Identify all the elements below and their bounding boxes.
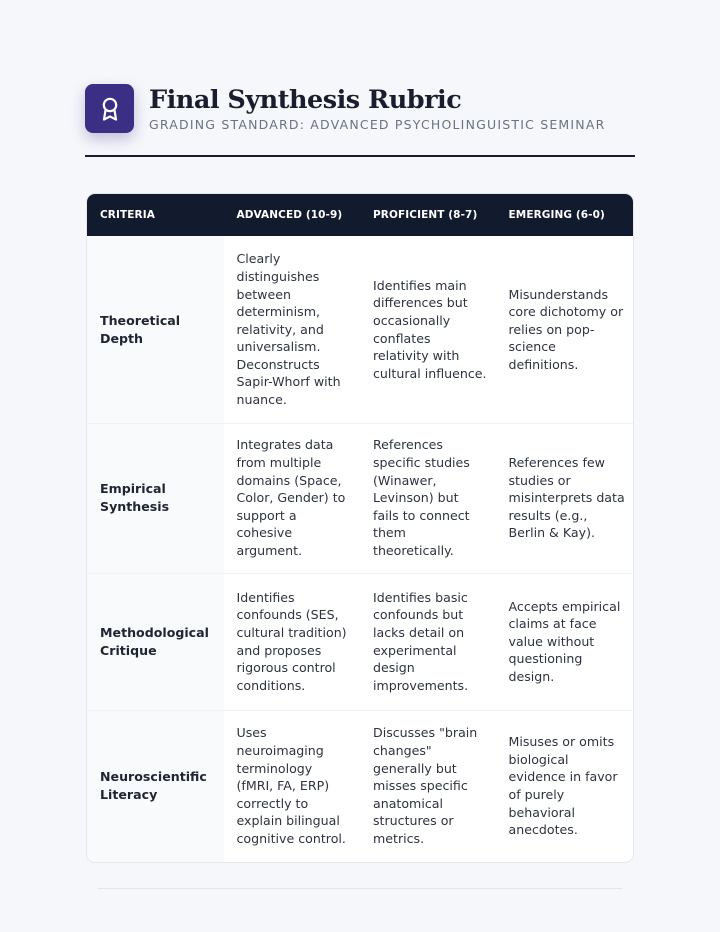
proficient-cell: Discusses "brain changes" generally but misses specific anatomical structures or metrics.: [373, 725, 478, 846]
column-header-emerging: EMERGING (6-0): [508, 209, 605, 221]
criterion-label: Empirical Synthesis: [87, 423, 224, 573]
emerging-cell: Misunderstands core dichotomy or relies on pop-science definitions.: [508, 286, 624, 372]
criterion-label: Theoretical Depth: [87, 236, 224, 423]
title-block: [149, 85, 606, 132]
row-divider: [87, 710, 633, 711]
advanced-cell: Uses neuroimaging terminology (fMRI, FA, ERP) correctly to explain bilingual cognitive control.: [236, 725, 346, 846]
proficient-cell: Identifies main differences but occasionally conflates relativity with cultural influence.: [373, 277, 487, 381]
advanced-cell: Identifies confounds (SES, cultural tradition) and proposes rigorous control conditions.: [236, 589, 347, 693]
advanced-cell: Clearly distinguishes between determinism, relativity, and universalism. Deconstructs Sapir-Whorf with nuance.: [236, 251, 341, 408]
footer-divider: [98, 888, 622, 889]
rubric-table: [86, 193, 634, 863]
column-header-proficient: PROFICIENT (8-7): [373, 209, 478, 221]
table-row: [87, 710, 633, 862]
row-divider: [87, 573, 633, 574]
row-divider: [87, 423, 633, 424]
column-header-criteria: CRITERIA: [100, 209, 155, 221]
table-row: [87, 573, 633, 710]
page-title: Final Synthesis Rubric: [149, 85, 462, 115]
emerging-cell: References few studies or misinterprets data results (e.g., Berlin & Kay).: [508, 455, 625, 541]
page-header: [85, 84, 635, 133]
emerging-cell: Accepts empirical claims at face value without questioning design.: [508, 598, 621, 684]
award-ribbon-icon: [85, 84, 134, 133]
table-header: [87, 194, 633, 236]
proficient-cell: References specific studies (Winawer, Levinson) but fails to connect them theoretically.: [373, 437, 470, 558]
proficient-cell: Identifies basic confounds but lacks detail on experimental design improvements.: [373, 589, 469, 693]
column-header-advanced: ADVANCED (10-9): [236, 209, 343, 221]
advanced-cell: Integrates data from multiple domains (Space, Color, Gender) to support a cohesive argument.: [236, 437, 346, 558]
table-row: [87, 423, 633, 573]
criterion-label: Neuroscientific Literacy: [87, 710, 224, 862]
page-subtitle: GRADING STANDARD: ADVANCED PSYCHOLINGUISTIC SEMINAR: [149, 117, 606, 132]
emerging-cell: Misuses or omits biological evidence in favor of purely behavioral anecdotes.: [508, 734, 618, 838]
criterion-label: Methodological Critique: [87, 573, 224, 710]
header-divider: [85, 155, 635, 157]
table-row: [87, 236, 633, 423]
